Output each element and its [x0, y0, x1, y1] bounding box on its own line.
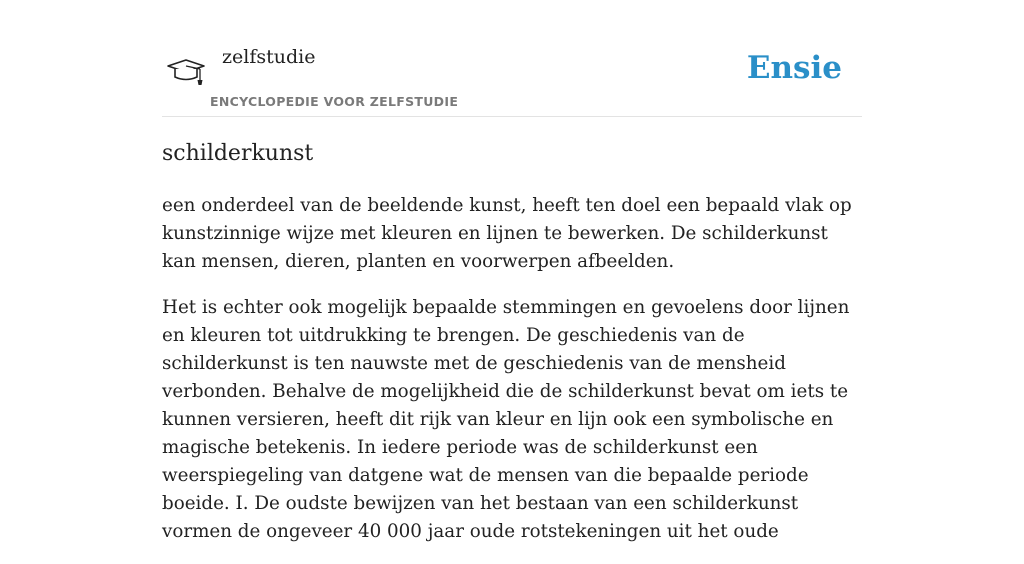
site-name[interactable]: zelfstudie [222, 46, 316, 68]
page [162, 0, 862, 542]
brand-logo[interactable]: Ensie [746, 50, 842, 86]
article-title: schilderkunst [162, 141, 314, 166]
site-tagline: ENCYCLOPEDIE VOOR ZELFSTUDIE [210, 94, 459, 109]
article-paragraph: een onderdeel van de beeldende kunst, heeft ten doel een bepaald vlak op kunstzinnige wijze met kleuren en lijnen te bewerken. De schilderkunst kan mensen, dieren, planten en voorwerpen afbeelden. [162, 195, 852, 272]
article-paragraph: Het is echter ook mogelijk bepaalde stemmingen en gevoelens door lijnen en kleuren tot uitdrukking te brengen. De geschiedenis van de schilderkunst is ten nauwste met de geschiedenis van de mensheid verbonden. Behalve de mogelijkheid die de schilderkunst bevat om iets te kunnen versieren, heeft dit rijk van kleur en lijn ook een symbolische en magische betekenis. In iedere periode was de schilderkunst een weerspiegeling van datgene wat de mensen van die bepaalde periode boeide. I. De oudste bewijzen van het bestaan van een schilderkunst vormen de ongeveer 40 000 jaar oude rotstekeningen uit het oude [162, 297, 850, 542]
article-body [162, 192, 862, 564]
site-header [162, 0, 862, 117]
graduation-cap-icon[interactable] [166, 56, 206, 88]
